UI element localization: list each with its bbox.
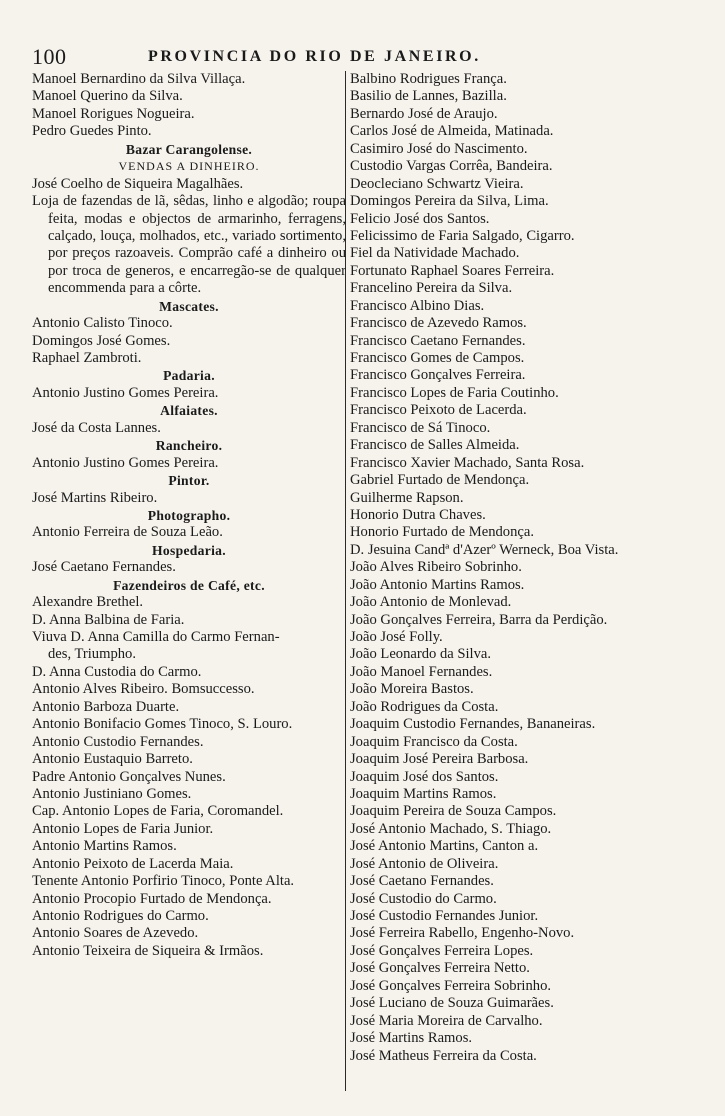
list-item: José Martins Ramos. <box>350 1030 473 1047</box>
list-item: José Caetano Fernandes. <box>350 873 494 890</box>
list-item: Gabriel Furtado de Mendonça. <box>350 472 530 489</box>
list-item: Joaquim Francisco da Costa. <box>350 733 518 750</box>
list-item: José Antonio Machado, S. Thiago. <box>350 820 552 837</box>
list-item: Joaquim José dos Santos. <box>350 768 499 785</box>
list-item: José Caetano Fernandes. <box>32 559 176 576</box>
section-heading-bazar: Bazar Carangolense. <box>125 141 253 157</box>
list-item: Honorio Furtado de Mendonça. <box>350 524 535 541</box>
list-item: Balbino Rodrigues França. <box>350 71 507 87</box>
list-item: Francisco de Sá Tinoco. <box>350 419 491 436</box>
section-heading-padaria: Padaria. <box>163 368 215 384</box>
list-item: Honorio Dutra Chaves. <box>350 506 486 523</box>
list-item: Francisco Gonçalves Ferreira. <box>350 367 526 384</box>
list-item: Francisco Albino Dias. <box>350 297 485 314</box>
section-heading-pintor: Pintor. <box>168 473 210 489</box>
list-item: Francelino Pereira da Silva. <box>350 280 513 297</box>
list-item: Fiel da Natividade Machado. <box>350 245 520 262</box>
list-item: Antonio Martins Ramos. <box>32 838 177 855</box>
list-item: João Gonçalves Ferreira, Barra da Perdição. <box>350 611 608 628</box>
list-item: Antonio Calisto Tinoco. <box>32 315 173 332</box>
right-column <box>350 71 710 1065</box>
list-item: José Custodio Fernandes Junior. <box>350 908 539 924</box>
list-item: Antonio Lopes de Faria Junior. <box>32 820 214 837</box>
list-item: João José Folly. <box>350 629 443 645</box>
list-item: Antonio Rodrigues do Carmo. <box>32 908 209 924</box>
list-item: João Rodrigues da Costa. <box>350 698 499 715</box>
list-item: Alexandre Brethel. <box>32 594 144 611</box>
section-heading-alfaiates: Alfaiates. <box>160 403 218 419</box>
list-item: João Moreira Bastos. <box>350 681 474 698</box>
shop-description: Loja de fazendas de lã, sêdas, linho e algodão; roupa feita, modas e objectos de armarinho, ferragens, calçado, louça, molhados, etc., variado sortimento, por preços razoaveis. Comprão café a dinheiro ou por troca de generos, e encarregão-se de qualquer encommenda para a côrte. <box>32 193 346 297</box>
list-item: Francisco Xavier Machado, Santa Rosa. <box>350 454 585 471</box>
list-item: José Gonçalves Ferreira Lopes. <box>350 942 534 959</box>
list-item: D. Anna Balbina de Faria. <box>32 611 185 628</box>
list-item: Carlos José de Almeida, Matinada. <box>350 123 554 140</box>
list-item: Pedro Guedes Pinto. <box>32 123 152 140</box>
list-item: Bernardo José de Araujo. <box>350 105 498 122</box>
list-item: Antonio Custodio Fernandes. <box>32 733 204 750</box>
list-item: Antonio Justino Gomes Pereira. <box>32 384 219 401</box>
list-item: Raphael Zambroti. <box>32 350 142 366</box>
list-item: Manoel Rorigues Nogueira. <box>32 105 195 122</box>
section-heading-hospedaria: Hospedaria. <box>152 542 226 558</box>
page-header <box>30 44 710 72</box>
list-item: José Gonçalves Ferreira Sobrinho. <box>350 977 552 994</box>
list-item: Joaquim Martins Ramos. <box>350 785 497 802</box>
list-item: Felicissimo de Faria Salgado, Cigarro. <box>350 227 575 244</box>
list-item: João Leonardo da Silva. <box>350 646 492 663</box>
list-item: Antonio Peixoto de Lacerda Maia. <box>32 855 234 872</box>
list-item: Antonio Ferreira de Souza Leão. <box>32 524 223 541</box>
list-item: José Maria Moreira de Carvalho. <box>350 1012 543 1029</box>
list-item: José Custodio do Carmo. <box>350 890 497 907</box>
left-column <box>32 71 346 960</box>
list-item: Felicio José dos Santos. <box>350 210 490 227</box>
page-number: 100 <box>32 44 67 69</box>
list-item: Francisco Gomes de Campos. <box>350 350 525 366</box>
list-item: Manoel Querino da Silva. <box>32 88 183 105</box>
list-item: José Luciano de Souza Guimarães. <box>350 995 554 1012</box>
list-item: José Antonio Martins, Canton a. <box>350 838 539 855</box>
list-item: João Antonio Martins Ramos. <box>350 576 525 593</box>
list-item: Basilio de Lannes, Bazilla. <box>350 88 507 105</box>
list-item: José da Costa Lannes. <box>32 419 161 436</box>
list-item: Manoel Bernardino da Silva Villaça. <box>32 71 246 87</box>
list-item: Antonio Alves Ribeiro. Bomsuccesso. <box>32 681 255 698</box>
list-item-continuation: des, Triumpho. <box>48 646 136 663</box>
list-item: Antonio Soares de Azevedo. <box>32 925 199 942</box>
list-item: Deocleciano Schwartz Vieira. <box>350 175 524 192</box>
list-item: Francisco Lopes de Faria Coutinho. <box>350 384 559 401</box>
list-item: Domingos Pereira da Silva, Lima. <box>350 193 549 210</box>
list-item: Casimiro José do Nascimento. <box>350 140 528 157</box>
list-item: Tenente Antonio Porfirio Tinoco, Ponte Alta. <box>32 873 295 890</box>
list-item: José Gonçalves Ferreira Netto. <box>350 960 530 977</box>
list-item: José Ferreira Rabello, Engenho-Novo. <box>350 925 575 942</box>
list-item: Joaquim Pereira de Souza Campos. <box>350 803 557 820</box>
list-item: Francisco de Azevedo Ramos. <box>350 315 527 332</box>
list-item: José Antonio de Oliveira. <box>350 855 499 872</box>
list-item: Francisco Peixoto de Lacerda. <box>350 402 527 419</box>
list-item: Cap. Antonio Lopes de Faria, Coromandel. <box>32 803 284 820</box>
list-item: Antonio Justino Gomes Pereira. <box>32 454 219 471</box>
list-item: José Martins Ribeiro. <box>32 489 158 506</box>
list-item: Domingos José Gomes. <box>32 332 171 349</box>
list-item: João Antonio de Monlevad. <box>350 594 512 611</box>
list-item: Antonio Bonifacio Gomes Tinoco, S. Louro. <box>32 716 293 733</box>
list-item: Joaquim Custodio Fernandes, Bananeiras. <box>350 716 596 733</box>
section-heading-rancheiro: Rancheiro. <box>155 438 223 454</box>
list-item: Antonio Justiniano Gomes. <box>32 785 192 802</box>
list-item: Guilherme Rapson. <box>350 489 464 506</box>
list-item: Antonio Eustaquio Barreto. <box>32 751 193 768</box>
section-heading-fazendeiros: Fazendeiros de Café, etc. <box>113 577 265 593</box>
list-item: Joaquim José Pereira Barbosa. <box>350 751 529 768</box>
list-item: José Coelho de Siqueira Magalhães. <box>32 175 244 192</box>
list-item: Padre Antonio Gonçalves Nunes. <box>32 768 226 785</box>
list-item: Fortunato Raphael Soares Ferreira. <box>350 262 555 279</box>
list-item: D. Jesuina Candª d'Azerº Werneck, Boa Vista. <box>350 541 619 558</box>
list-item: João Manoel Fernandes. <box>350 663 493 680</box>
list-item: Antonio Barboza Duarte. <box>32 698 180 715</box>
page-title: PROVINCIA DO RIO DE JANEIRO. <box>148 48 481 65</box>
list-item: Francisco Caetano Fernandes. <box>350 332 526 349</box>
list-item: José Matheus Ferreira da Costa. <box>350 1047 537 1064</box>
list-item: Viuva D. Anna Camilla do Carmo Fernan- <box>32 629 280 645</box>
list-item: João Alves Ribeiro Sobrinho. <box>350 559 522 576</box>
list-item: Custodio Vargas Corrêa, Bandeira. <box>350 158 553 175</box>
list-item: Antonio Procopio Furtado de Mendonça. <box>32 890 272 907</box>
list-item: Antonio Teixeira de Siqueira & Irmãos. <box>32 942 264 959</box>
section-heading-mascates: Mascates. <box>159 298 219 314</box>
list-item: D. Anna Custodia do Carmo. <box>32 663 202 680</box>
section-heading-photographo: Photographo. <box>147 507 231 523</box>
section-subheading-vendas: VENDAS A DINHEIRO. <box>118 159 260 174</box>
list-item: Francisco de Salles Almeida. <box>350 437 520 454</box>
